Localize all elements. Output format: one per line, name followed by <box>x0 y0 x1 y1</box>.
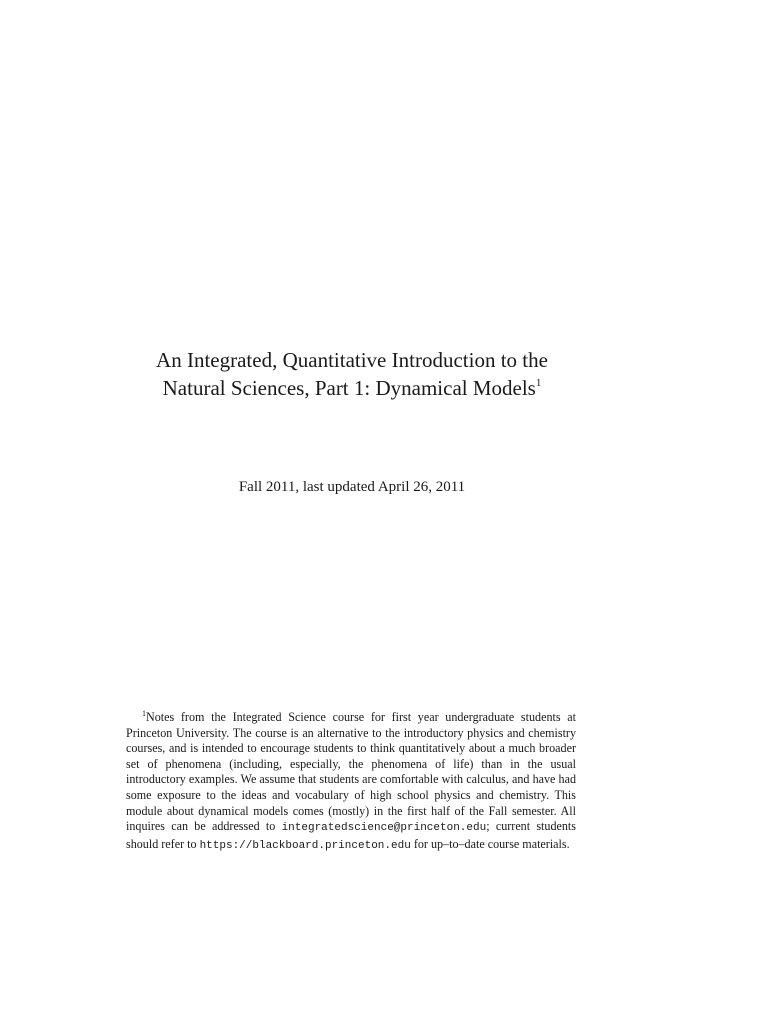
footnote-url: https://blackboard.princeton.edu <box>199 839 411 852</box>
footnote <box>126 710 576 854</box>
footnote-mark: 1 <box>142 709 146 718</box>
title-line-1: An Integrated, Quantitative Introduction to the <box>156 348 548 372</box>
footnote-paragraph <box>126 710 576 854</box>
document-date: Fall 2011, last updated April 26, 2011 <box>238 479 466 495</box>
title-footnote-mark: 1 <box>535 377 542 389</box>
footnote-text-1: Notes from the Integrated Science course for first year undergraduate students at Princeton University. The course is an alternative to the introductory physics and chemistry courses, and is intended to encourage students to think quantitatively about a much broader set of phenomena (including, especially, the phenomena of life) than in the usual introductory examples. We assume that students are comfortable with calculus, and have had some exposure to the ideas and vocabulary of high school physics and chemistry. This module about dynamical models comes (mostly) in the first half of the Fall semester. All inquires can be addressed to <box>126 710 576 834</box>
title-line-2: Natural Sciences, Part 1: Dynamical Models <box>162 376 536 400</box>
document-title <box>60 346 644 402</box>
footnote-text-2: ; current students should refer to <box>126 819 576 851</box>
footnote-text-3: for up–to–date course materials. <box>410 836 570 851</box>
footnote-email: integratedscience@princeton.edu <box>281 822 487 835</box>
